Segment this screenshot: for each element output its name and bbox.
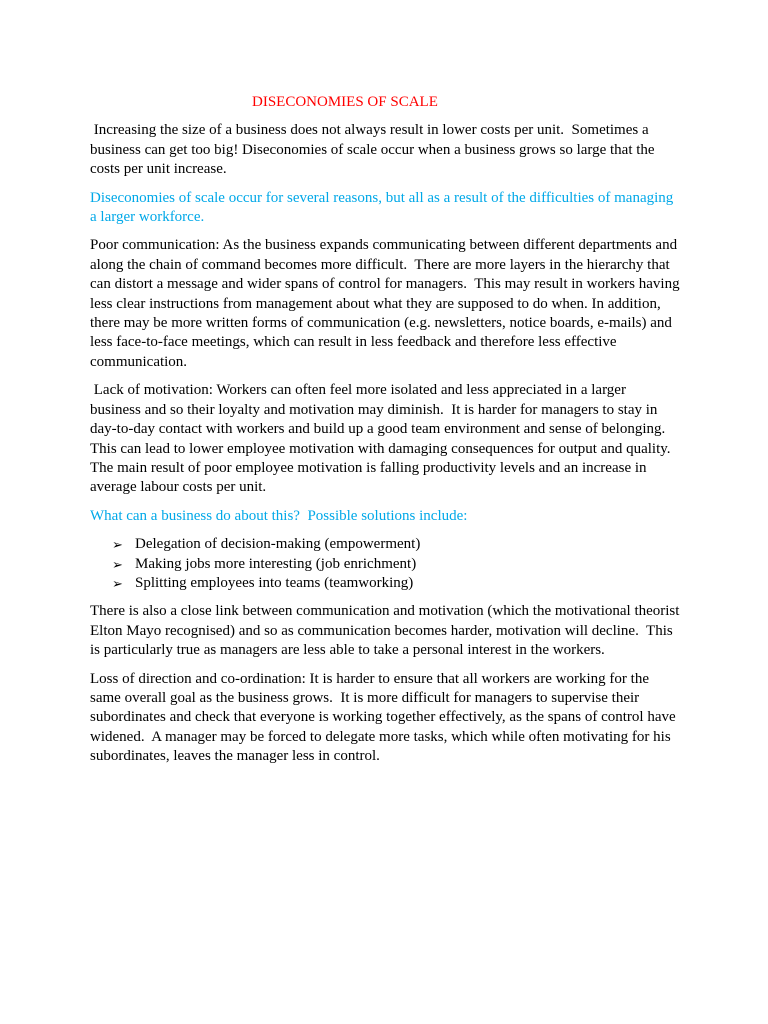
reasons-intro-paragraph: Diseconomies of scale occur for several reasons, but all as a result of the difficulties of managing a larger workforce. — [90, 189, 678, 226]
list-item — [112, 574, 680, 593]
loss-of-direction-paragraph: Loss of direction and co-ordination: It is harder to ensure that all workers are working for the same overall goal as the business grows. It is more difficult for managers to supervise their subordinates and check that everyone is working together effectively, as the spans of control have widened. A manager may be forced to delegate more tasks, which while often motivating for his subordinates, leaves the manager less in control. — [90, 670, 680, 765]
poor-communication-paragraph: Poor communication: As the business expands communicating between different departments and along the chain of command becomes more difficult. There are more layers in the hierarchy that can distort a message and wider spans of control for managers. This may result in workers having less clear instructions from management about what they are supposed to do when. In addition, there may be more written forms of communication (e.g. newsletters, notice boards, e-mails) and less face-to-face meetings, which can result in less feedback and therefore less effective communication. — [90, 237, 684, 370]
list-item-text: Delegation of decision-making (empowerment) — [135, 536, 421, 553]
solutions-question-paragraph: What can a business do about this? Possible solutions include: — [90, 507, 468, 524]
list-item — [112, 555, 680, 574]
communication-motivation-paragraph: There is also a close link between communication and motivation (which the motivational theorist Elton Mayo recognised) and so as communication becomes harder, motivation will decline. This is particularly true as managers are less able to take a personal interest in the workers. — [90, 603, 684, 659]
solutions-list — [90, 535, 680, 593]
document-title: DISECONOMIES OF SCALE — [252, 94, 438, 110]
arrow-bullet-icon: ➢ — [112, 537, 123, 553]
arrow-bullet-icon: ➢ — [112, 575, 123, 591]
intro-paragraph: Increasing the size of a business does not always result in lower costs per unit. Sometimes a business can get too big! Diseconomies of scale occur when a business grows so large that the costs per unit increase. — [90, 122, 659, 178]
document-page — [90, 93, 684, 776]
list-item-text: Splitting employees into teams (teamworking) — [135, 574, 414, 591]
list-item-text: Making jobs more interesting (job enrichment) — [135, 555, 417, 572]
list-item — [112, 535, 680, 554]
arrow-bullet-icon: ➢ — [112, 556, 123, 572]
lack-of-motivation-paragraph: Lack of motivation: Workers can often feel more isolated and less appreciated in a larger business and so their loyalty and motivation may diminish. It is harder for managers to stay in day-to-day contact with workers and build up a good team environment and sense of belonging. This can lead to lower employee motivation with damaging consequences for output and quality. The main result of poor employee motivation is falling productivity levels and an increase in average labour costs per unit. — [90, 382, 675, 496]
